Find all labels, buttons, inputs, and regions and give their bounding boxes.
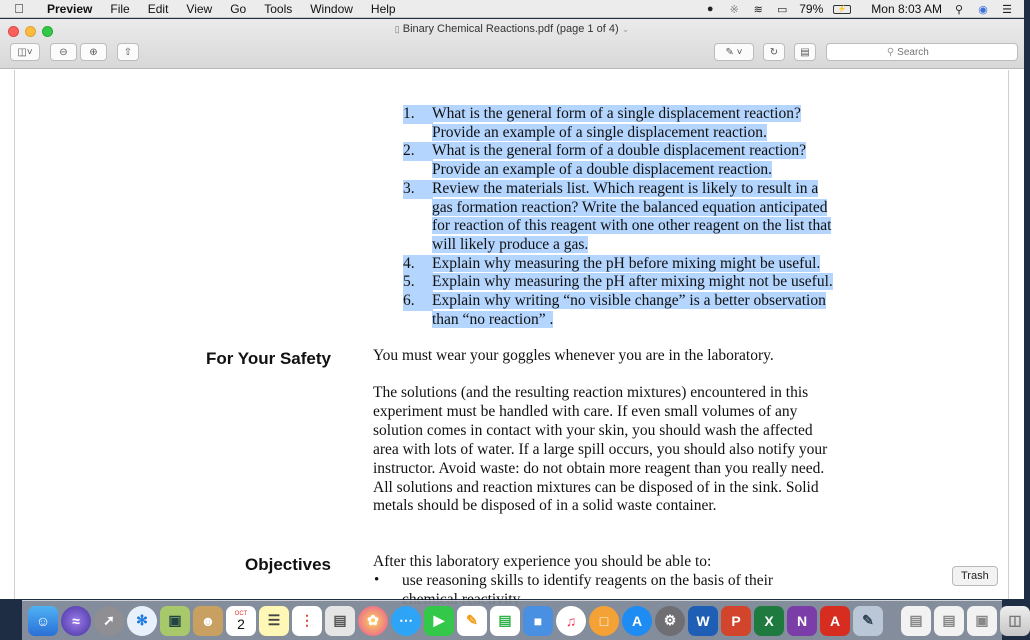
- wifi-icon[interactable]: ≋: [753, 3, 763, 16]
- word-icon[interactable]: W: [688, 606, 718, 636]
- apple-menu-icon[interactable]: [0, 1, 38, 16]
- app-store-icon[interactable]: A: [622, 606, 652, 636]
- question-line: [432, 105, 801, 124]
- menu-window[interactable]: Window: [310, 1, 353, 16]
- question-line-text: Provide an example of a single displacement reaction.: [432, 123, 767, 141]
- question-line-text: What is the general form of a double displacement reaction?: [432, 142, 806, 160]
- safety-line: experiment must be handled with care. If even small volumes of any: [373, 402, 798, 420]
- bluetooth-icon[interactable]: ※: [729, 3, 739, 16]
- pen-icon: ✎ ˅: [725, 46, 743, 58]
- trash-tooltip: Trash: [952, 566, 998, 586]
- window-title: [0, 23, 1024, 35]
- photos-icon[interactable]: ✿: [358, 606, 388, 636]
- photo-booth-icon[interactable]: ▣: [160, 606, 190, 636]
- numbers-icon[interactable]: ▤: [490, 606, 520, 636]
- facetime-icon[interactable]: ▶: [424, 606, 454, 636]
- itunes-icon[interactable]: ♫: [556, 606, 586, 636]
- title-chevron-down-icon[interactable]: ⌄: [621, 24, 630, 34]
- dock: [22, 600, 1022, 640]
- question-line-text: will likely produce a gas.: [432, 235, 589, 253]
- question-line: [432, 255, 820, 274]
- question-line-text: Review the materials list. Which reagent is likely to result in a: [432, 179, 819, 197]
- question-line-text: What is the general form of a single displacement reaction?: [432, 105, 801, 122]
- search-input[interactable]: [897, 47, 957, 58]
- question-line: [432, 236, 588, 255]
- question-line-text: Provide an example of a double displacement reaction.: [432, 161, 773, 179]
- objective-line: use reasoning skills to identify reagents on the basis of their: [402, 572, 774, 589]
- safety-paragraph: [373, 384, 873, 516]
- keynote-icon[interactable]: ■: [523, 606, 553, 636]
- question-line: [432, 311, 553, 330]
- safety-line: solution comes in contact with your skin, you should wash the affected: [373, 421, 813, 439]
- menu-bar: [0, 0, 1024, 18]
- minimized-window-icon[interactable]: ▣: [967, 606, 997, 636]
- question-line-text: Explain why writing “no visible change” is a better observation: [432, 292, 826, 309]
- question-number: 3.: [403, 180, 433, 199]
- acrobat-icon[interactable]: A: [820, 606, 850, 636]
- siri-icon[interactable]: ◉: [978, 3, 988, 16]
- menu-tools[interactable]: Tools: [264, 1, 293, 16]
- question-number: 5.: [403, 273, 433, 292]
- zoom-in-button[interactable]: [80, 43, 107, 61]
- pdf-file-icon: ▯: [394, 24, 400, 34]
- question-number: 6.: [403, 292, 433, 311]
- creative-cloud-icon[interactable]: ●: [706, 3, 714, 15]
- calendar-day: 2: [237, 615, 245, 632]
- pages-icon[interactable]: ✎: [457, 606, 487, 636]
- trash-icon[interactable]: ◫: [1000, 606, 1030, 636]
- zoom-out-icon: ⊖: [59, 46, 68, 58]
- preview-app-icon[interactable]: ▤: [325, 606, 355, 636]
- documents-stack-icon[interactable]: ▤: [934, 606, 964, 636]
- sidebar-toggle-button[interactable]: [10, 43, 40, 61]
- preview-doc-icon[interactable]: ✎: [853, 606, 883, 636]
- objectives-heading: Objectives: [245, 555, 331, 574]
- onenote-icon[interactable]: N: [787, 606, 817, 636]
- menu-app-preview[interactable]: Preview: [47, 1, 93, 16]
- question-line-text: than “no reaction” .: [432, 310, 554, 328]
- sidebar-icon: ◫˅: [17, 46, 33, 58]
- excel-icon[interactable]: X: [754, 606, 784, 636]
- safety-line: All solutions and reaction mixtures can be disposed of in the sink. Solid: [373, 478, 819, 496]
- menu-go[interactable]: Go: [230, 1, 247, 16]
- question-line: [432, 142, 806, 161]
- window-title-text: Binary Chemical Reactions.pdf (page 1 of 4): [402, 23, 619, 35]
- zoom-in-icon: ⊕: [89, 46, 98, 58]
- markup-pen-button[interactable]: [714, 43, 754, 61]
- zoom-out-button[interactable]: [50, 43, 77, 61]
- question-line: [432, 124, 767, 143]
- safari-icon[interactable]: ✻: [127, 606, 157, 636]
- powerpoint-icon[interactable]: P: [721, 606, 751, 636]
- menu-clock[interactable]: Mon 8:03 AM: [871, 2, 942, 16]
- share-icon: ⇧: [123, 46, 133, 58]
- safety-line: instructor. Avoid waste: do not obtain more reagent than you really need.: [373, 459, 825, 477]
- pdf-page[interactable]: [0, 70, 1024, 599]
- siri-dock-icon[interactable]: ≈: [61, 606, 91, 636]
- bullet-dot: •: [374, 572, 380, 588]
- question-line: [432, 161, 772, 180]
- question-line-text: gas formation reaction? Write the balanced equation anticipated: [432, 198, 828, 216]
- search-field[interactable]: [826, 43, 1018, 61]
- spotlight-icon[interactable]: ⚲: [954, 3, 964, 16]
- question-line: [432, 199, 827, 218]
- window-titlebar: [0, 19, 1024, 69]
- contacts-icon[interactable]: ☻: [193, 606, 223, 636]
- page-right-edge: [1008, 70, 1009, 599]
- rotate-button[interactable]: [763, 43, 785, 61]
- question-line: [432, 292, 826, 311]
- question-number: 2.: [403, 142, 433, 161]
- downloads-stack-icon[interactable]: ▤: [901, 606, 931, 636]
- toolbox-icon: ▤: [800, 46, 810, 58]
- calendar-icon[interactable]: [226, 606, 256, 636]
- rotate-icon: ↻: [769, 46, 779, 58]
- ibooks-icon[interactable]: □: [589, 606, 619, 636]
- notification-center-icon[interactable]: ☰: [1002, 3, 1012, 16]
- question-number: 4.: [403, 255, 433, 274]
- airplay-icon[interactable]: ▭: [777, 3, 788, 16]
- question-line-text: Explain why measuring the pH after mixing might not be useful.: [432, 273, 833, 291]
- question-number: 1.: [403, 105, 433, 124]
- safety-heading: For Your Safety: [205, 349, 331, 368]
- question-line-text: for reaction of this reagent with one other reagent on the list that: [432, 217, 832, 235]
- menu-file[interactable]: File: [110, 1, 130, 16]
- objectives-intro: After this laboratory experience you should be able to:: [373, 553, 712, 570]
- search-icon: ⚲: [886, 46, 895, 58]
- page-left-edge: [14, 70, 15, 599]
- system-preferences-icon[interactable]: ⚙: [655, 606, 685, 636]
- menu-edit[interactable]: Edit: [147, 1, 169, 16]
- battery-percent: 79%: [799, 2, 824, 16]
- markup-toolbox-button[interactable]: [794, 43, 816, 61]
- finder-icon[interactable]: ☺: [28, 606, 58, 636]
- question-line-text: Explain why measuring the pH before mixing might be useful.: [432, 254, 821, 272]
- menu-help[interactable]: Help: [370, 1, 396, 16]
- notes-icon[interactable]: ☰: [259, 606, 289, 636]
- launchpad-icon[interactable]: ➚: [94, 606, 124, 636]
- question-line: [432, 180, 818, 199]
- safety-goggles-text: You must wear your goggles whenever you are in the laboratory.: [373, 347, 774, 364]
- menu-view[interactable]: View: [186, 1, 213, 16]
- safety-line: The solutions (and the resulting reaction mixtures) encountered in this: [373, 384, 809, 401]
- safety-line: area with lots of water. If a large spill occurs, you should also notify your: [373, 440, 828, 458]
- share-button[interactable]: [117, 43, 139, 61]
- battery-icon[interactable]: ⚡: [833, 5, 851, 14]
- safety-line: metals should be disposed of in a solid waste container.: [373, 497, 717, 515]
- preview-window: [0, 19, 1024, 599]
- question-line: [432, 217, 831, 236]
- calendar-month: OCT: [234, 610, 248, 617]
- question-line: [432, 273, 833, 292]
- reminders-icon[interactable]: ⋮: [292, 606, 322, 636]
- messages-icon[interactable]: ⋯: [391, 606, 421, 636]
